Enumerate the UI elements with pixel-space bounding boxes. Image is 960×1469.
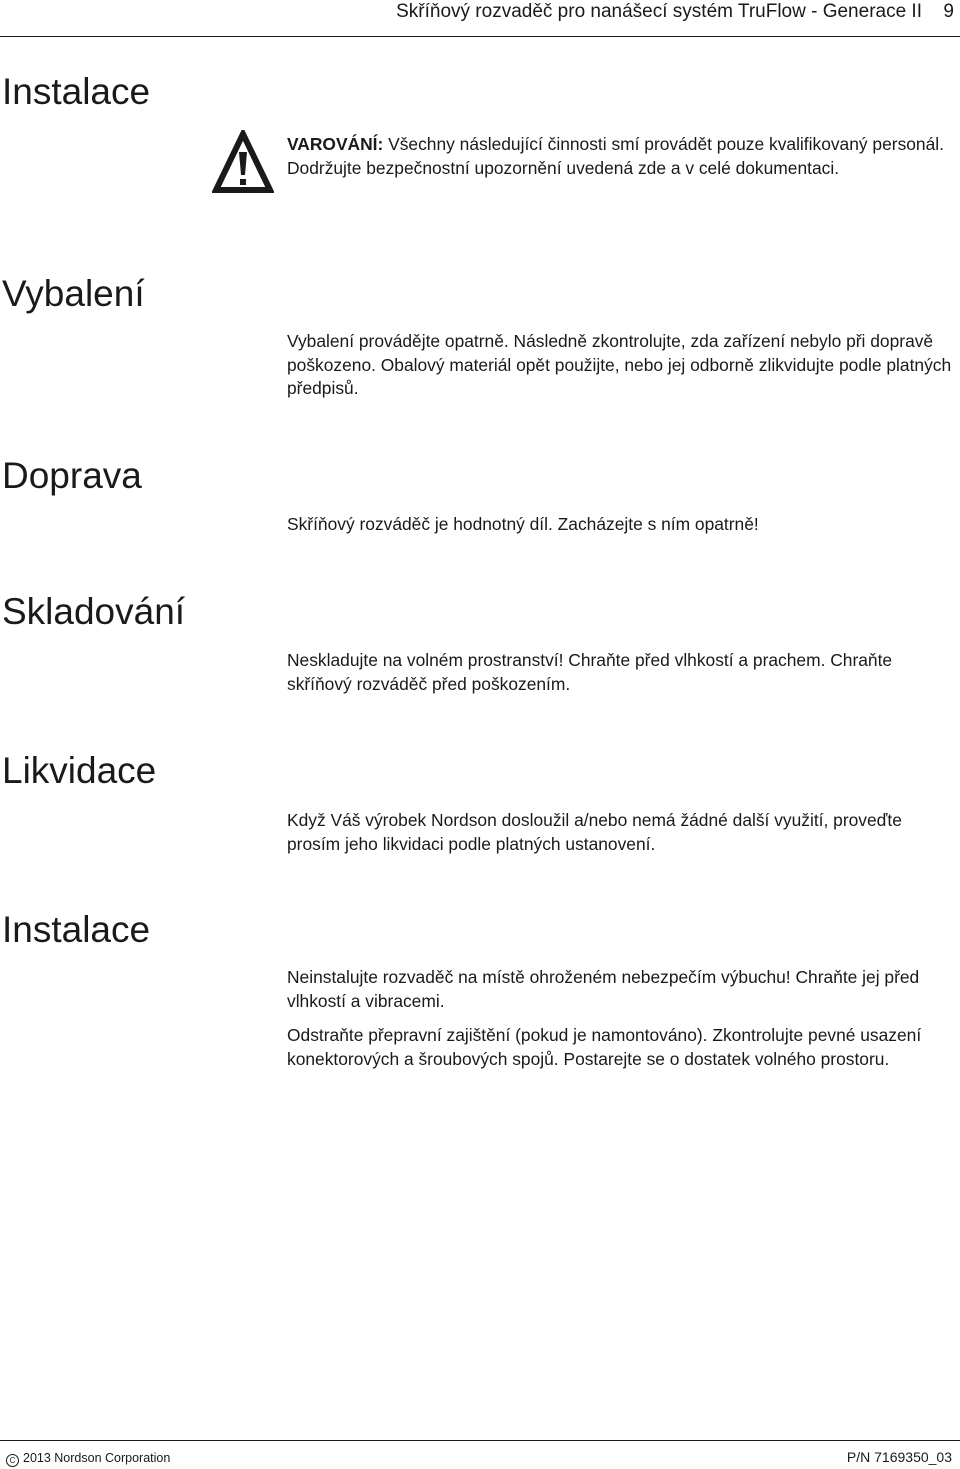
section-title-instalace-2: Instalace: [2, 909, 151, 950]
vybaleni-paragraph: Vybalení provádějte opatrně. Následně zkontrolujte, zda zařízení nebylo při dopravě poškozeno. Obalový materiál opět použijte, nebo jej odborně zlikvidujte podle platných předpisů.: [287, 331, 952, 398]
section-title-vybaleni: Vybalení: [2, 273, 145, 314]
warning-triangle-icon: [212, 130, 274, 196]
header-divider: [0, 36, 960, 37]
instalace-paragraph-2: Odstraňte přepravní zajištění (pokud je namontováno). Zkontrolujte pevné usazení konektorových a šroubových spojů. Postarejte se o dostatek volného prostoru.: [287, 1025, 922, 1069]
section-title-instalace: Instalace: [2, 71, 151, 112]
page-number: 9: [943, 1, 954, 22]
doprava-paragraph: Skříňový rozváděč je hodnotný díl. Zacházejte s ním opatrně!: [287, 514, 759, 534]
likvidace-paragraph: Když Váš výrobek Nordson dosloužil a/nebo nemá žádné další využití, proveďte prosím jeho likvidaci podle platných ustanovení.: [287, 810, 902, 854]
warning-text: Všechny následující činnosti smí provádět pouze kvalifikovaný personál. Dodržujte bezpečnostní upozornění uvedená zde a v celé dokumentaci.: [287, 134, 944, 178]
part-number: P/N 7169350_03: [846, 1449, 952, 1465]
footer-copyright: [6, 1450, 170, 1467]
skladovani-paragraph: Neskladujte na volném prostranství! Chraňte před vlhkostí a prachem. Chraňte skříňový rozváděč před poškozením.: [287, 650, 893, 694]
copyright-icon: C: [6, 1454, 19, 1467]
copyright-text: 2013 Nordson Corporation: [23, 1451, 171, 1465]
warning-paragraph: [287, 133, 959, 180]
warning-label: VAROVÁNÍ:: [287, 134, 384, 154]
document-title: Skříňový rozvaděč pro nanášecí systém TruFlow - Generace II: [396, 1, 922, 22]
section-title-likvidace: Likvidace: [2, 750, 157, 791]
instalace-paragraph-1: Neinstalujte rozvaděč na místě ohroženém nebezpečím výbuchu! Chraňte jej před vlhkostí a vibracemi.: [287, 967, 920, 1011]
section-title-skladovani: Skladování: [2, 591, 186, 632]
section-title-doprava: Doprava: [2, 455, 142, 496]
page-header: [0, 0, 960, 36]
footer-divider: [0, 1440, 960, 1441]
